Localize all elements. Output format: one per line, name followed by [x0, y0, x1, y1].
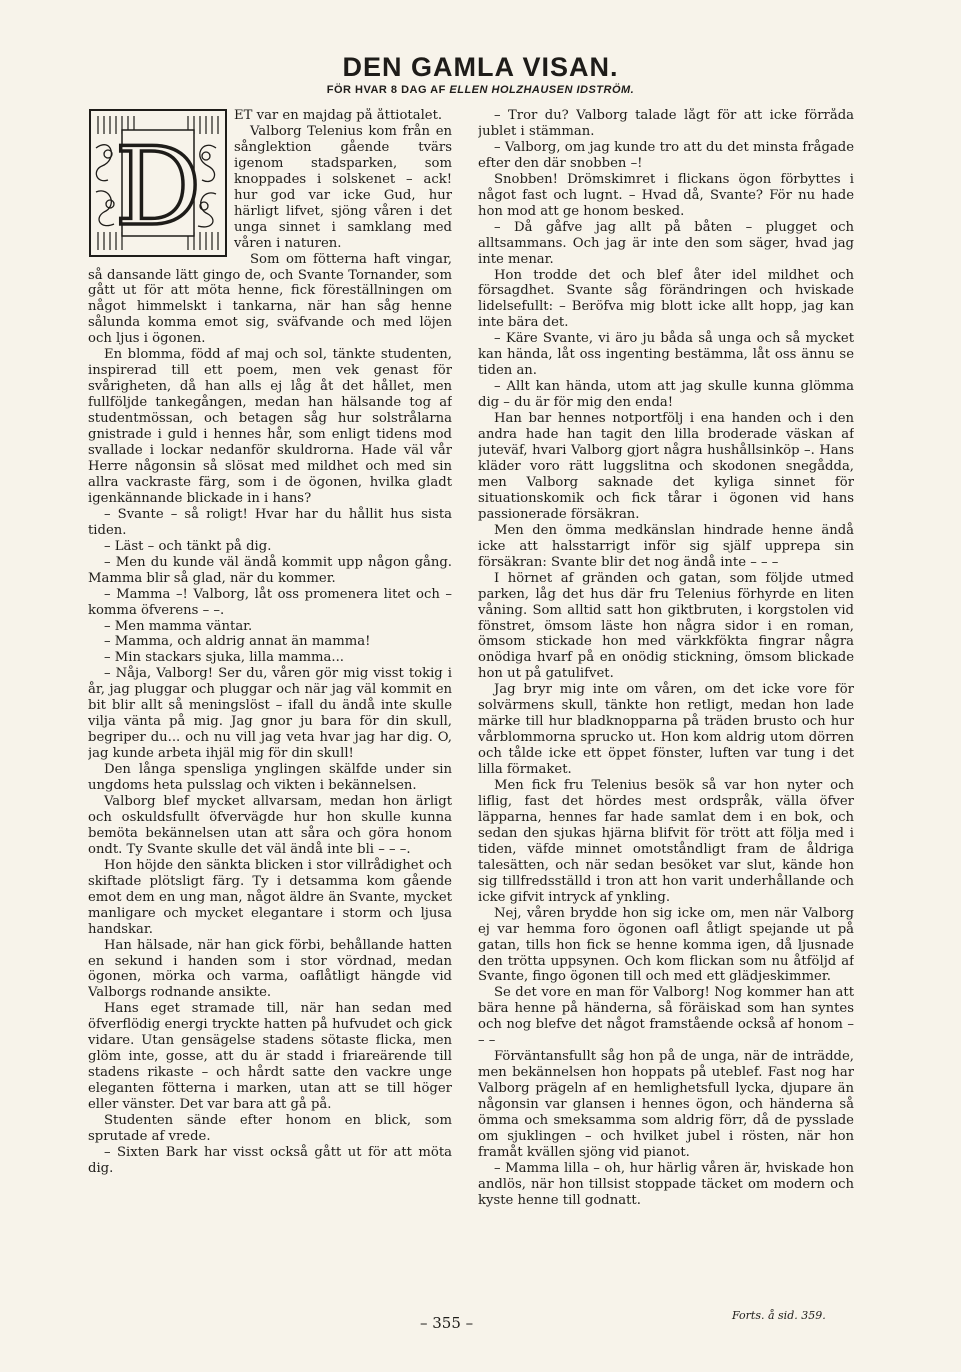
right-paragraph: Men den ömma medkänslan hindrade henne ändå icke att halsstarrigt inför sig själf upprepa sin försäkran: Svante blir det nog ändå inte – – –	[478, 522, 854, 570]
left-column	[88, 108, 452, 1298]
right-paragraph: – Mamma lilla – oh, hur härlig våren är, hviskade hon andlös, när hon tillsist stoppade täcket om modern och kyste henne till godnatt.	[478, 1160, 854, 1208]
left-paragraph: – Sixten Bark har visst också gått ut för att möta dig.	[88, 1144, 452, 1176]
right-paragraph: – Tror du? Valborg talade lågt för att icke förråda jublet i stämman.	[478, 108, 854, 139]
left-paragraph: – Men du kunde väl ändå kommit upp någon gång. Mamma blir så glad, när du kommer.	[88, 554, 452, 586]
left-paragraph: – Mamma –! Valborg, låt oss promenera litet och – komma öfverens – –.	[88, 586, 452, 618]
right-paragraph: – Käre Svante, vi äro ju båda så unga och så mycket kan hända, låt oss ingenting bestämma, låt oss ännu se tiden an.	[478, 331, 854, 379]
right-paragraph: Snobben! Drömskimret i flickans ögon förbyttes i något fast och lugnt. – Hvad då, Svante? För nu hade hon mod att ge honom besked.	[478, 171, 854, 219]
byline	[0, 84, 961, 96]
left-paragraph: – Läst – och tänkt på dig.	[104, 538, 272, 554]
right-paragraph: I hörnet af gränden och gatan, som följde utmed parken, låg det hus där fru Telenius förhyrde en liten våning. Som alltid satt hon giktbruten, i korgstolen vid fönstret, ömsom läste hon några sidor i en roman, ömsom stickade hon med värkkföktа fingrar några onödiga hvarf på en onödig stickning, ömsom blickade hon ut på gatulifvet.	[478, 570, 854, 682]
left-paragraph: – Mamma, och aldrig annat än mamma!	[104, 634, 371, 650]
continued-note: Forts. å sid. 359.	[732, 1309, 826, 1322]
page-number: – 355 –	[420, 1314, 474, 1332]
left-paragraph: Den långa spensliga ynglingen skälfde under sin ungdoms heta pulsslag och vikten i bekännelsen.	[88, 762, 452, 794]
right-paragraph: – Valborg, om jag kunde tro att du det minsta frågade efter den där snobben –!	[478, 139, 854, 171]
right-paragraph: Förväntansfullt såg hon på de unga, när de inträdde, men bekännelsen hon hoppats på uteblef. Fast nog har Valborg prägeln af en hemlighetsfull lycka, djupare än någonsin var glansen i hennes ögon, och händerna så ömma och smeksamma som aldrig förr, då de pysslade om sjuklingen – och hvilket jubel i rösten, när hon framåt kvällen sjöng vid pianot.	[478, 1049, 854, 1160]
left-paragraph: Hans eget stramade till, när han sedan med öfverflödig energi tryckte hatten på hufvudet och gick vidare. Utan gensägelse stadens sötaste flicka, men glöm inte, gosse, att du är stadd i friareärende till stadens rikaste – och hårdt satte den vackre unge eleganten fötterna i marken, utan att se till höger eller vänster. Det var bara att gå på.	[88, 1001, 452, 1113]
right-paragraph: Nej, våren brydde hon sig icke om, men när Valborg ej var hemma foro ögonen oafl åtligt spejande ut på gatan, tills hon fick se henne komma igen, då ljusnade den trötta uppsynen. Och kom flickan som nu åtföljd af Svante, fingo ögonen till och med ett glädjeskimmer.	[478, 905, 854, 985]
right-paragraph: Se det vore en man för Valborg! Nog kommer han att bära henne på händerna, så föräiskad som han syntes och nog blefve det något framstående också af honom – – –	[478, 985, 854, 1049]
left-paragraph: Valborg Telenius kom från en sånglektion gående tvärs igenom stadsparken, som knoppades i solskenet – ack! hur god var icke Gud, hur härligt lifvet, sjöng våren i det unga sinnet i samklang med våren i naturen.	[234, 123, 452, 251]
right-paragraph: – Då gåfve jag allt på båten – plugget och alltsammans. Och jag är inte den som säger, hvad jag inte menar.	[478, 219, 854, 267]
left-paragraph: – Men mamma väntar.	[104, 618, 253, 634]
right-paragraph: Hon trodde det och blef åter idel mildhet och försagdhet. Svante såg förändringen och hviskade lidelsefullt: – Beröfva mig blott icke allt hopp, jag kan inte bära det.	[478, 267, 854, 331]
right-paragraph: Han bar hennes notportfölj i ena handen och i den andra hade han tagit den lilla broderade väskan af juteväf, hvari Valborg gjort några hushållsinköp –. Hans kläder voro rätt luggslitna och skodonen snegådda, men Valborg saknade det kyliga sinnet för situationskomik och fick tårar i ögonen vid hans passionerade försäkran.	[478, 411, 854, 522]
right-column	[478, 108, 854, 1298]
left-paragraph: ET var en majdag på åttiotalet.	[234, 108, 443, 123]
right-paragraph: Jag bryr mig inte om våren, om det icke vore för solvärmens skull, tänkte hon retligt, medan hon lade märke till hur bladknopparna på träden brusto och hur vårblommorna sprucko ut. Hon kom aldrig utom dörren och tålde icke ett öppet fönster, luften var tung i det lilla förmaket.	[478, 682, 854, 778]
left-paragraph: – Min stackars sjuka, lilla mamma...	[104, 650, 344, 666]
left-paragraph: – Svante – så roligt! Hvar har du hållit hus sista tiden.	[88, 506, 452, 538]
right-paragraph: Men fick fru Telenius besök så var hon nyter och liflig, fast det hördes mest ordspråk, välla öfver läpparna, hennes far hade samlat dem i en bok, och sedan den sjukas hjärna blifvit för trött att följa med i tiden, väfde minnet omotståndligt fram de åldriga talesätten, och när sedan besöket var slut, kände hon sig tillfredsställd i tron att hon varit underhållande och icke gifvit intryck af ynkling.	[478, 778, 854, 905]
left-paragraph: Han hälsade, när han gick förbi, behållande hatten en sekund i handen som i stor vördnad, medan ögonen, mörka och varma, oaflåtligt hängde vid Valborgs rodnande ansikte.	[88, 937, 452, 1001]
story-title: DEN GAMLA VISAN.	[342, 52, 619, 82]
dropcap-ornament	[88, 108, 228, 258]
left-paragraph: Studenten sände efter honom en blick, som sprutade af vrede.	[88, 1113, 452, 1144]
dropcap-letter: D	[114, 125, 202, 250]
left-paragraph: – Nåja, Valborg! Ser du, våren gör mig visst tokig i år, jag pluggar och pluggar och när jag väl kommit en bit blir allt så meningslöst – ifall du ändå inte skulle vilja vänta på mig. Jag gnor ju bara för din skull, begriper du... och nu vill jag veta hvar jag har dig. O, jag kunde arbeta ihjäl mig för din skull!	[88, 666, 452, 762]
byline-author: ELLEN HOLZHAUSEN IDSTRÖM.	[449, 84, 635, 96]
left-paragraph: Hon höjde den sänkta blicken i stor villrådighet och skiftade plötsligt färg. Ty i detsamma kom gående emot dem en ung man, något äldre än Svante, mycket manligare och mycket elegantare i storm och ljusa handskar.	[88, 857, 452, 937]
left-paragraph: Som om fötterna haft vingar, så dansande lätt gingo de, och Svante Tornander, som gått ut för att möta henne, fick föreställningen om något himmelskt i tankarna, när han såg henne sålunda komma emot sig, sväfvande och med löjen och ljus i ögonen.	[88, 251, 452, 347]
left-paragraph: En blomma, född af maj och sol, tänkte studenten, inspirerad till ett poem, men vek genast för svårigheten, då han alls ej låg åt det hållet, men fullföljde tankegången, medan han hälsande tog af studentmössan, och betagen såg hur solstrålarna gnistrade i guld i hennes hår, som enligt tidens mod svallade i lockar nedanför skuldrorna. Hade väl vår Herre någonsin så slösat med mildhet och med sin allra vackraste färg, som i de ögonen, hvilka gladt igenkännande blickade in i hans?	[88, 347, 452, 506]
right-paragraph: – Allt kan hända, utom att jag skulle kunna glömma dig – du är för mig den enda!	[478, 379, 854, 411]
left-paragraph: Valborg blef mycket allvarsam, medan hon ärligt och oskuldsfullt öfvervägde hur hon skulle kunna bemöta bekännelsen utan att såra och göra honom ondt. Ty Svante skulle det väl ändå inte bli – – –.	[88, 793, 452, 857]
byline-prefix: FÖR HVAR 8 DAG AF	[326, 84, 450, 96]
